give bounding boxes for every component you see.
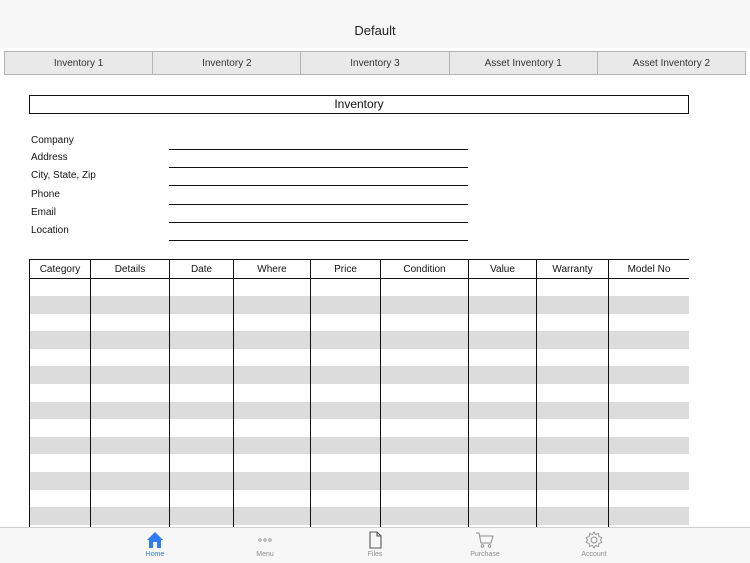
table-cell[interactable]: [537, 349, 609, 367]
table-cell[interactable]: [30, 507, 91, 525]
table-cell[interactable]: [311, 314, 381, 332]
table-cell[interactable]: [469, 490, 537, 508]
table-cell[interactable]: [91, 437, 170, 455]
table-cell[interactable]: [381, 437, 469, 455]
table-cell[interactable]: [537, 366, 609, 384]
table-cell[interactable]: [311, 279, 381, 297]
table-cell[interactable]: [30, 279, 91, 297]
table-cell[interactable]: [170, 384, 234, 402]
table-cell[interactable]: [609, 507, 690, 525]
table-cell[interactable]: [537, 296, 609, 314]
table-cell[interactable]: [609, 472, 690, 490]
table-cell[interactable]: [469, 454, 537, 472]
table-cell[interactable]: [537, 507, 609, 525]
table-cell[interactable]: [30, 366, 91, 384]
table-cell[interactable]: [311, 402, 381, 420]
table-cell[interactable]: [311, 454, 381, 472]
table-cell[interactable]: [537, 331, 609, 349]
table-cell[interactable]: [91, 349, 170, 367]
table-cell[interactable]: [30, 402, 91, 420]
table-row: [30, 314, 690, 332]
table-cell[interactable]: [170, 507, 234, 525]
column-header-category: Category: [30, 260, 91, 279]
table-cell[interactable]: [609, 366, 690, 384]
table-cell[interactable]: [91, 419, 170, 437]
table-cell[interactable]: [469, 507, 537, 525]
table-cell[interactable]: [91, 384, 170, 402]
table-cell[interactable]: [469, 472, 537, 490]
table-cell[interactable]: [30, 454, 91, 472]
tabbar-home[interactable]: [125, 530, 185, 558]
home-icon: [145, 530, 165, 550]
table-cell[interactable]: [469, 384, 537, 402]
table-cell[interactable]: [311, 296, 381, 314]
table-cell[interactable]: [170, 490, 234, 508]
navigation-bar: [0, 0, 750, 48]
table-row: [30, 384, 690, 402]
table-cell[interactable]: [170, 314, 234, 332]
city-state-zip-field[interactable]: [169, 185, 468, 186]
table-cell[interactable]: [91, 454, 170, 472]
table-cell[interactable]: [609, 384, 690, 402]
column-header-date: Date: [170, 260, 234, 279]
table-cell[interactable]: [311, 331, 381, 349]
table-cell[interactable]: [609, 437, 690, 455]
table-cell[interactable]: [311, 349, 381, 367]
table-cell[interactable]: [381, 331, 469, 349]
tab-asset-inventory-1[interactable]: Asset Inventory 1: [449, 51, 598, 75]
table-cell[interactable]: [381, 349, 469, 367]
table-row: [30, 490, 690, 508]
table-cell[interactable]: [91, 296, 170, 314]
table-cell[interactable]: [537, 279, 609, 297]
table-cell[interactable]: [381, 314, 469, 332]
table-cell[interactable]: [234, 384, 311, 402]
tabbar-menu[interactable]: [235, 530, 295, 558]
table-cell[interactable]: [30, 472, 91, 490]
table-cell[interactable]: [30, 296, 91, 314]
table-header-row: [30, 260, 690, 279]
table-cell[interactable]: [609, 314, 690, 332]
table-cell[interactable]: [537, 384, 609, 402]
table-cell[interactable]: [234, 454, 311, 472]
table-cell[interactable]: [381, 454, 469, 472]
table-cell[interactable]: [234, 402, 311, 420]
table-cell[interactable]: [234, 490, 311, 508]
tabbar-account[interactable]: [564, 530, 624, 558]
tabbar-files[interactable]: [345, 530, 405, 558]
column-header-where: Where: [234, 260, 311, 279]
bottom-tab-bar: [0, 527, 750, 563]
table-row: [30, 366, 690, 384]
tabbar-purchase[interactable]: [455, 530, 515, 558]
table-cell[interactable]: [311, 472, 381, 490]
table-cell[interactable]: [170, 472, 234, 490]
table-cell[interactable]: [381, 507, 469, 525]
table-cell[interactable]: [234, 279, 311, 297]
table-cell[interactable]: [170, 437, 234, 455]
table-cell[interactable]: [381, 366, 469, 384]
table-cell[interactable]: [234, 507, 311, 525]
table-cell[interactable]: [30, 419, 91, 437]
table-cell[interactable]: [234, 419, 311, 437]
table-cell[interactable]: [537, 437, 609, 455]
table-cell[interactable]: [381, 279, 469, 297]
table-row: [30, 296, 690, 314]
tab-inventory-2[interactable]: Inventory 2: [152, 51, 301, 75]
location-field[interactable]: [169, 240, 468, 241]
column-header-price: Price: [311, 260, 381, 279]
phone-field[interactable]: [169, 204, 468, 205]
table-cell[interactable]: [537, 314, 609, 332]
company-field[interactable]: [169, 149, 468, 150]
tabbar-label: Home: [145, 551, 165, 558]
table-cell[interactable]: [170, 331, 234, 349]
table-cell[interactable]: [234, 366, 311, 384]
table-cell[interactable]: [30, 314, 91, 332]
column-header-warranty: Warranty: [537, 260, 609, 279]
table-cell[interactable]: [234, 296, 311, 314]
location-label: Location: [31, 225, 69, 236]
tabbar-label: Menu: [256, 551, 274, 558]
page-title: Default: [354, 23, 396, 38]
company-label: Company: [31, 135, 74, 146]
table-cell[interactable]: [170, 419, 234, 437]
table-row: [30, 437, 690, 455]
table-cell[interactable]: [381, 384, 469, 402]
table-cell[interactable]: [469, 419, 537, 437]
table-cell[interactable]: [469, 366, 537, 384]
table-cell[interactable]: [469, 314, 537, 332]
table-cell[interactable]: [170, 279, 234, 297]
table-cell[interactable]: [30, 384, 91, 402]
table-cell[interactable]: [234, 349, 311, 367]
table-cell[interactable]: [537, 472, 609, 490]
table-cell[interactable]: [234, 437, 311, 455]
table-cell[interactable]: [381, 419, 469, 437]
table-row: [30, 279, 690, 297]
table-cell[interactable]: [469, 331, 537, 349]
table-cell[interactable]: [537, 454, 609, 472]
file-icon: [365, 530, 385, 550]
table-cell[interactable]: [30, 437, 91, 455]
table-cell[interactable]: [609, 349, 690, 367]
cart-icon: [475, 530, 495, 550]
sheet-tabs: [4, 51, 746, 75]
table-cell[interactable]: [469, 296, 537, 314]
table-cell[interactable]: [537, 419, 609, 437]
table-cell[interactable]: [311, 419, 381, 437]
table-cell[interactable]: [91, 279, 170, 297]
tab-asset-inventory-2[interactable]: Asset Inventory 2: [597, 51, 746, 75]
table-cell[interactable]: [609, 419, 690, 437]
table-cell[interactable]: [609, 331, 690, 349]
table-cell[interactable]: [91, 314, 170, 332]
table-row: [30, 349, 690, 367]
tabbar-label: Files: [367, 551, 383, 558]
table-cell[interactable]: [469, 402, 537, 420]
table-cell[interactable]: [311, 490, 381, 508]
inventory-table: [29, 259, 689, 527]
table-cell[interactable]: [91, 331, 170, 349]
table-row: [30, 402, 690, 420]
column-header-condition: Condition: [381, 260, 469, 279]
table-cell[interactable]: [170, 349, 234, 367]
email-label: Email: [31, 207, 57, 218]
table-cell[interactable]: [609, 296, 690, 314]
column-header-details: Details: [91, 260, 170, 279]
city-state-zip-label: City, State, Zip: [31, 170, 96, 181]
table-cell[interactable]: [381, 402, 469, 420]
table-cell[interactable]: [91, 472, 170, 490]
table-cell[interactable]: [234, 314, 311, 332]
table-cell[interactable]: [469, 279, 537, 297]
table-cell[interactable]: [170, 402, 234, 420]
table-cell[interactable]: [234, 472, 311, 490]
table-cell[interactable]: [91, 490, 170, 508]
tab-inventory-1[interactable]: Inventory 1: [4, 51, 153, 75]
table-row: [30, 472, 690, 490]
table-cell[interactable]: [537, 402, 609, 420]
column-header-model-no: Model No: [609, 260, 690, 279]
email-field[interactable]: [169, 222, 468, 223]
table-cell[interactable]: [234, 331, 311, 349]
tab-inventory-3[interactable]: Inventory 3: [300, 51, 449, 75]
table-row: [30, 454, 690, 472]
table-cell[interactable]: [609, 490, 690, 508]
gear-icon: [584, 530, 604, 550]
table-cell[interactable]: [30, 349, 91, 367]
table-cell[interactable]: [91, 402, 170, 420]
table-cell[interactable]: [311, 384, 381, 402]
table-row: [30, 419, 690, 437]
table-cell[interactable]: [30, 490, 91, 508]
table-cell[interactable]: [311, 366, 381, 384]
address-field[interactable]: [169, 167, 468, 168]
address-label: Address: [31, 152, 68, 163]
table-cell[interactable]: [170, 296, 234, 314]
table-cell[interactable]: [609, 279, 690, 297]
table-cell[interactable]: [30, 331, 91, 349]
table-cell[interactable]: [381, 296, 469, 314]
table-cell[interactable]: [170, 366, 234, 384]
table-row: [30, 331, 690, 349]
table-cell[interactable]: [91, 366, 170, 384]
more-icon: [255, 530, 275, 550]
table-cell[interactable]: [469, 349, 537, 367]
table-cell[interactable]: [537, 490, 609, 508]
phone-label: Phone: [31, 189, 60, 200]
tabbar-label: Purchase: [470, 551, 500, 558]
table-row: [30, 507, 690, 525]
table-cell[interactable]: [381, 490, 469, 508]
table-cell[interactable]: [609, 454, 690, 472]
table-cell[interactable]: [311, 507, 381, 525]
table-cell[interactable]: [469, 437, 537, 455]
table-cell[interactable]: [170, 454, 234, 472]
tabbar-label: Account: [581, 551, 607, 558]
document-title: Inventory: [29, 95, 689, 114]
table-cell[interactable]: [91, 507, 170, 525]
table-cell[interactable]: [311, 437, 381, 455]
table-cell[interactable]: [609, 402, 690, 420]
table-cell[interactable]: [381, 472, 469, 490]
column-header-value: Value: [469, 260, 537, 279]
